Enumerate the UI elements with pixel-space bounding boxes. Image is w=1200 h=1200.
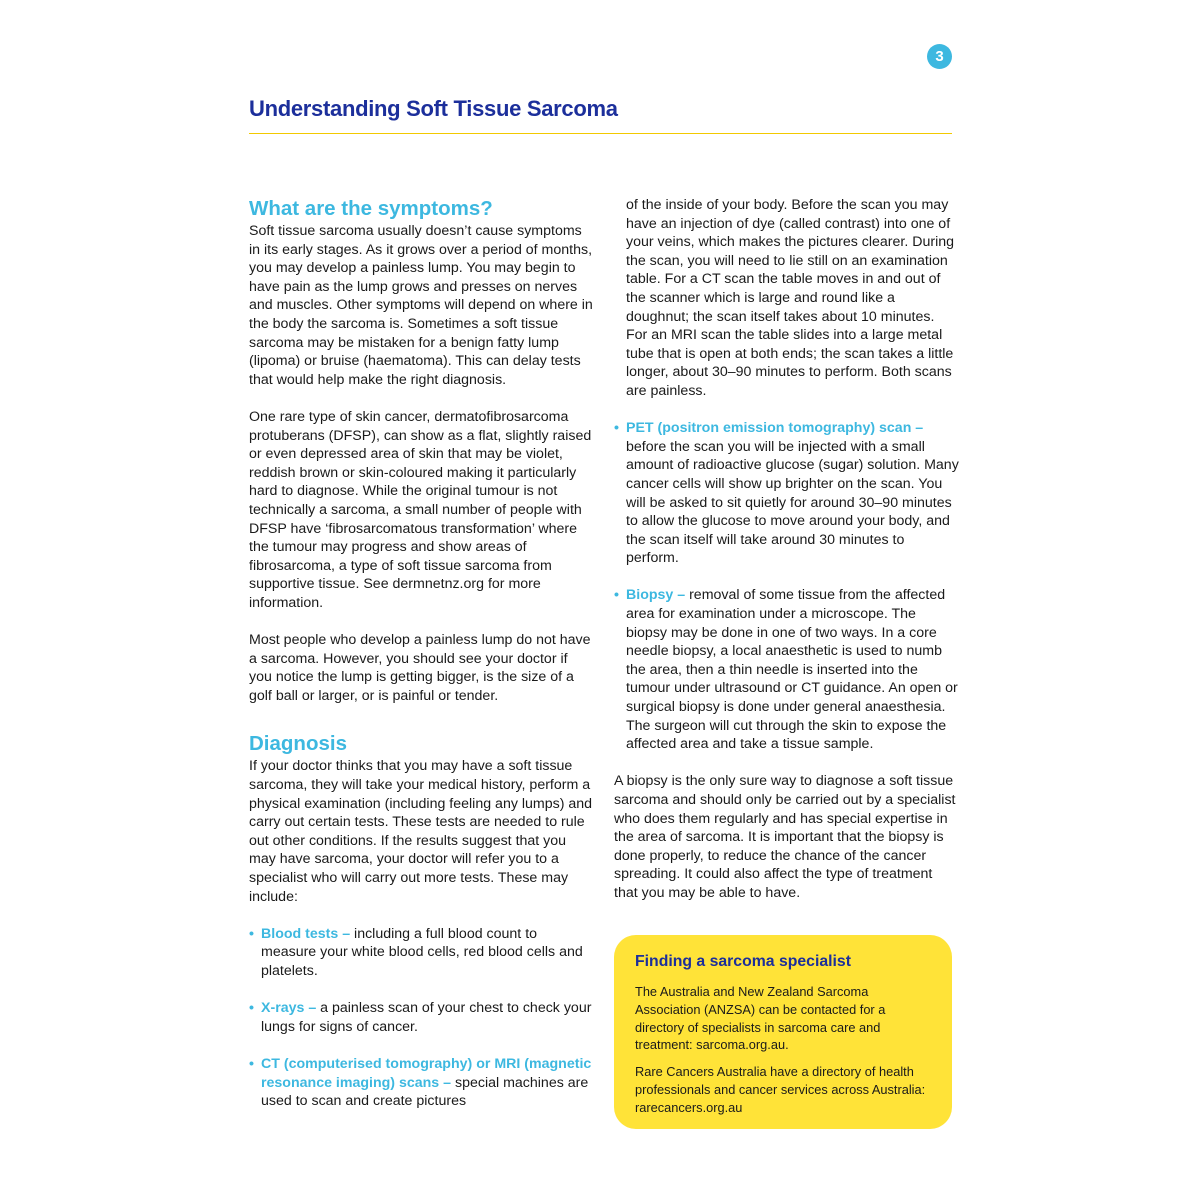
test-description: removal of some tissue from the affected area for examination under a microscope. The biopsy may be done in one of two ways. In a core needle biopsy, a local anaesthetic is used to numb the area, then a thin needle is inserted into the tumour under ultrasound or CT guidance. An open or surgical biopsy is done under general anaesthesia. The surgeon will cut through the skin to expose the affected area and take a tissue sample.	[626, 587, 958, 753]
test-term: X-rays –	[261, 1000, 317, 1017]
specialist-callout-box	[614, 935, 952, 1129]
diagnosis-heading: Diagnosis	[249, 732, 347, 756]
test-description: a painless scan of your chest to check your lungs for signs of cancer.	[261, 1000, 592, 1035]
bullet-icon: •	[614, 420, 619, 437]
page-title: Understanding Soft Tissue Sarcoma	[249, 96, 618, 121]
list-item-x-rays	[249, 999, 594, 1036]
test-term: PET (positron emission tomography) scan –	[626, 420, 924, 437]
test-description: before the scan you will be injected with a small amount of radioactive glucose (sugar) solution. Many cancer cells will show up brighter on the scan. You will be asked to sit quietly for around 30–90 minutes to allow the glucose to move around your body, and the scan itself will take around 30 minutes to perform.	[626, 438, 959, 567]
test-term: Biopsy –	[626, 587, 686, 604]
callout-title: Finding a sarcoma specialist	[635, 953, 851, 970]
test-description: special machines are used to scan and create pictures	[261, 1074, 589, 1110]
biopsy-note: A biopsy is the only sure way to diagnose a soft tissue sarcoma and should only be carried out by a specialist who does them regularly and has special expertise in the area of sarcoma. It is important that the biopsy is done properly, to reduce the chance of the cancer spreading. It could also affect the type of treatment that you may be able to have.	[614, 773, 956, 901]
title-divider	[249, 133, 952, 134]
symptoms-paragraph-2: One rare type of skin cancer, dermatofibrosarcoma protuberans (DFSP), can show as a flat, slightly raised or even depressed area of skin that may be violet, reddish brown or skin-coloured making it particularly hard to diagnose. While the original tumour is not technically a sarcoma, a small number of people with DFSP have ‘fibrosarcomatous transformation’ where the tumour may progress and show areas of fibrosarcoma, a type of soft tissue sarcoma from supportive tissue. See dermnetnz.org for more information.	[249, 408, 592, 611]
list-item-pet-scan	[614, 419, 959, 568]
test-list	[249, 925, 594, 1111]
ct-mri-continued: of the inside of your body. Before the scan you may have an injection of dye (called contrast) into one of your veins, which makes the pictures clearer. During the scan, you will need to lie still on an examination table. For a CT scan the table moves in and out of the scanner which is large and round like a doughnut; the scan itself takes about 10 minutes. For an MRI scan the table slides into a large metal tube that is open at both ends; the scan takes a little longer, about 30–90 minutes to perform. Both scans are painless.	[626, 197, 955, 399]
test-term: CT (computerised tomography) or MRI (magnetic resonance imaging) scans –	[261, 1055, 592, 1091]
test-description: including a full blood count to measure your white blood cells, red blood cells and platelets.	[261, 925, 583, 979]
test-term: Blood tests –	[261, 925, 351, 942]
list-item-ct-mri	[249, 1055, 594, 1111]
callout-paragraph-anzsa: The Australia and New Zealand Sarcoma Association (ANZSA) can be contacted for a directory of specialists in sarcoma care and treatment: sarcoma.org.au.	[635, 984, 886, 1053]
list-item-blood-tests	[249, 925, 594, 981]
callout-paragraph-rare-cancers: Rare Cancers Australia have a directory of health professionals and cancer services across Australia: rarecancers.org.au	[635, 1064, 926, 1115]
bullet-icon: •	[249, 1055, 254, 1072]
symptoms-paragraph-1: Soft tissue sarcoma usually doesn’t cause symptoms in its early stages. As it grows over a period of months, you may develop a painless lump. You may begin to have pain as the lump grows and presses on nerves and muscles. Other symptoms will depend on where in the body the sarcoma is. Sometimes a soft tissue sarcoma may be mistaken for a benign fatty lump (lipoma) or bruise (haematoma). This can delay tests that would help make the right diagnosis.	[249, 223, 593, 388]
list-item-biopsy	[614, 586, 959, 753]
bullet-icon: •	[249, 925, 254, 942]
diagnosis-intro: If your doctor thinks that you may have a soft tissue sarcoma, they will take your medical history, perform a physical examination (including feeling any lumps) and carry out certain tests. These tests are needed to rule out other conditions. If the results suggest that you may have sarcoma, your doctor will refer you to a specialist who will carry out more tests. These may include:	[249, 758, 593, 905]
page-number-badge: 3	[927, 44, 952, 69]
left-column	[249, 196, 594, 1111]
test-list-continued	[614, 419, 959, 754]
symptoms-heading: What are the symptoms?	[249, 197, 493, 220]
bullet-icon: •	[249, 1000, 254, 1017]
bullet-icon: •	[614, 587, 619, 604]
symptoms-paragraph-3: Most people who develop a painless lump do not have a sarcoma. However, you should see your doctor if you notice the lump is getting bigger, is the size of a golf ball or larger, or is painful or tender.	[249, 632, 591, 704]
right-column	[614, 196, 959, 903]
